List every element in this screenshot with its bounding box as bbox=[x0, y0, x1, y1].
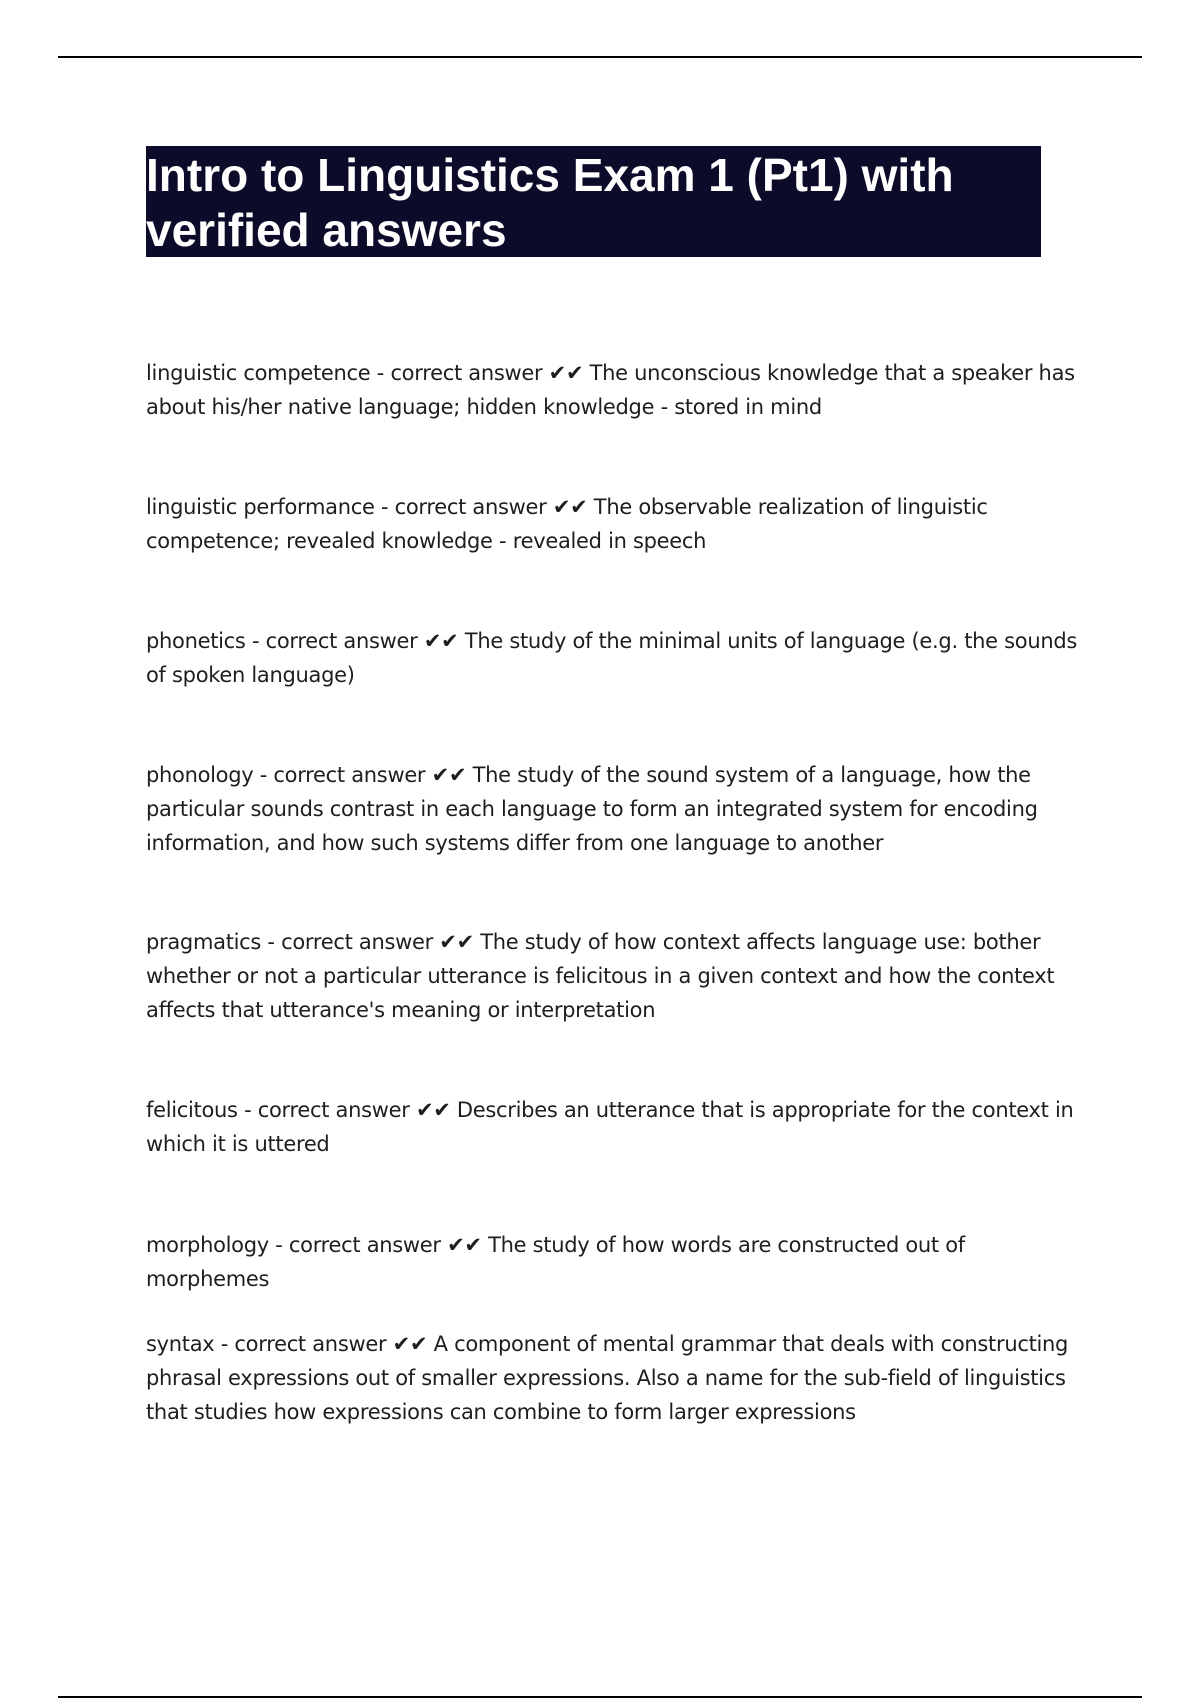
top-rule bbox=[58, 56, 1142, 58]
title-banner bbox=[146, 146, 1041, 257]
entry-felicitous: felicitous - correct answer ✔✔ Describes an utterance that is appropriate for the context in which it is uttered bbox=[146, 1098, 1074, 1156]
entry-syntax: syntax - correct answer ✔✔ A component of mental grammar that deals with constructing phrasal expressions out of smaller expressions. Also a name for the sub-field of linguistics that studies how expressions can combine to form larger expressions bbox=[146, 1332, 1069, 1424]
entry-linguistic-performance: linguistic performance - correct answer ✔✔ The observable realization of linguistic competence; revealed knowledge - revealed in speech bbox=[146, 495, 988, 553]
bottom-rule bbox=[58, 1696, 1142, 1698]
entry-linguistic-competence: linguistic competence - correct answer ✔✔ The unconscious knowledge that a speaker has about his/her native language; hidden knowledge - stored in mind bbox=[146, 361, 1075, 419]
document-title: Intro to Linguistics Exam 1 (Pt1) with verified answers bbox=[146, 149, 954, 256]
entry-phonology: phonology - correct answer ✔✔ The study of the sound system of a language, how the particular sounds contrast in each language to form an integrated system for encoding information, and how such systems differ from one language to another bbox=[146, 763, 1038, 855]
entry-phonetics: phonetics - correct answer ✔✔ The study of the minimal units of language (e.g. the sounds of spoken language) bbox=[146, 629, 1078, 687]
entry-morphology: morphology - correct answer ✔✔ The study of how words are constructed out of morphemes bbox=[146, 1233, 965, 1291]
entry-pragmatics: pragmatics - correct answer ✔✔ The study of how context affects language use: bother whether or not a particular utterance is felicitous in a given context and how the context affects that utterance's meaning or interpretation bbox=[146, 930, 1055, 1022]
